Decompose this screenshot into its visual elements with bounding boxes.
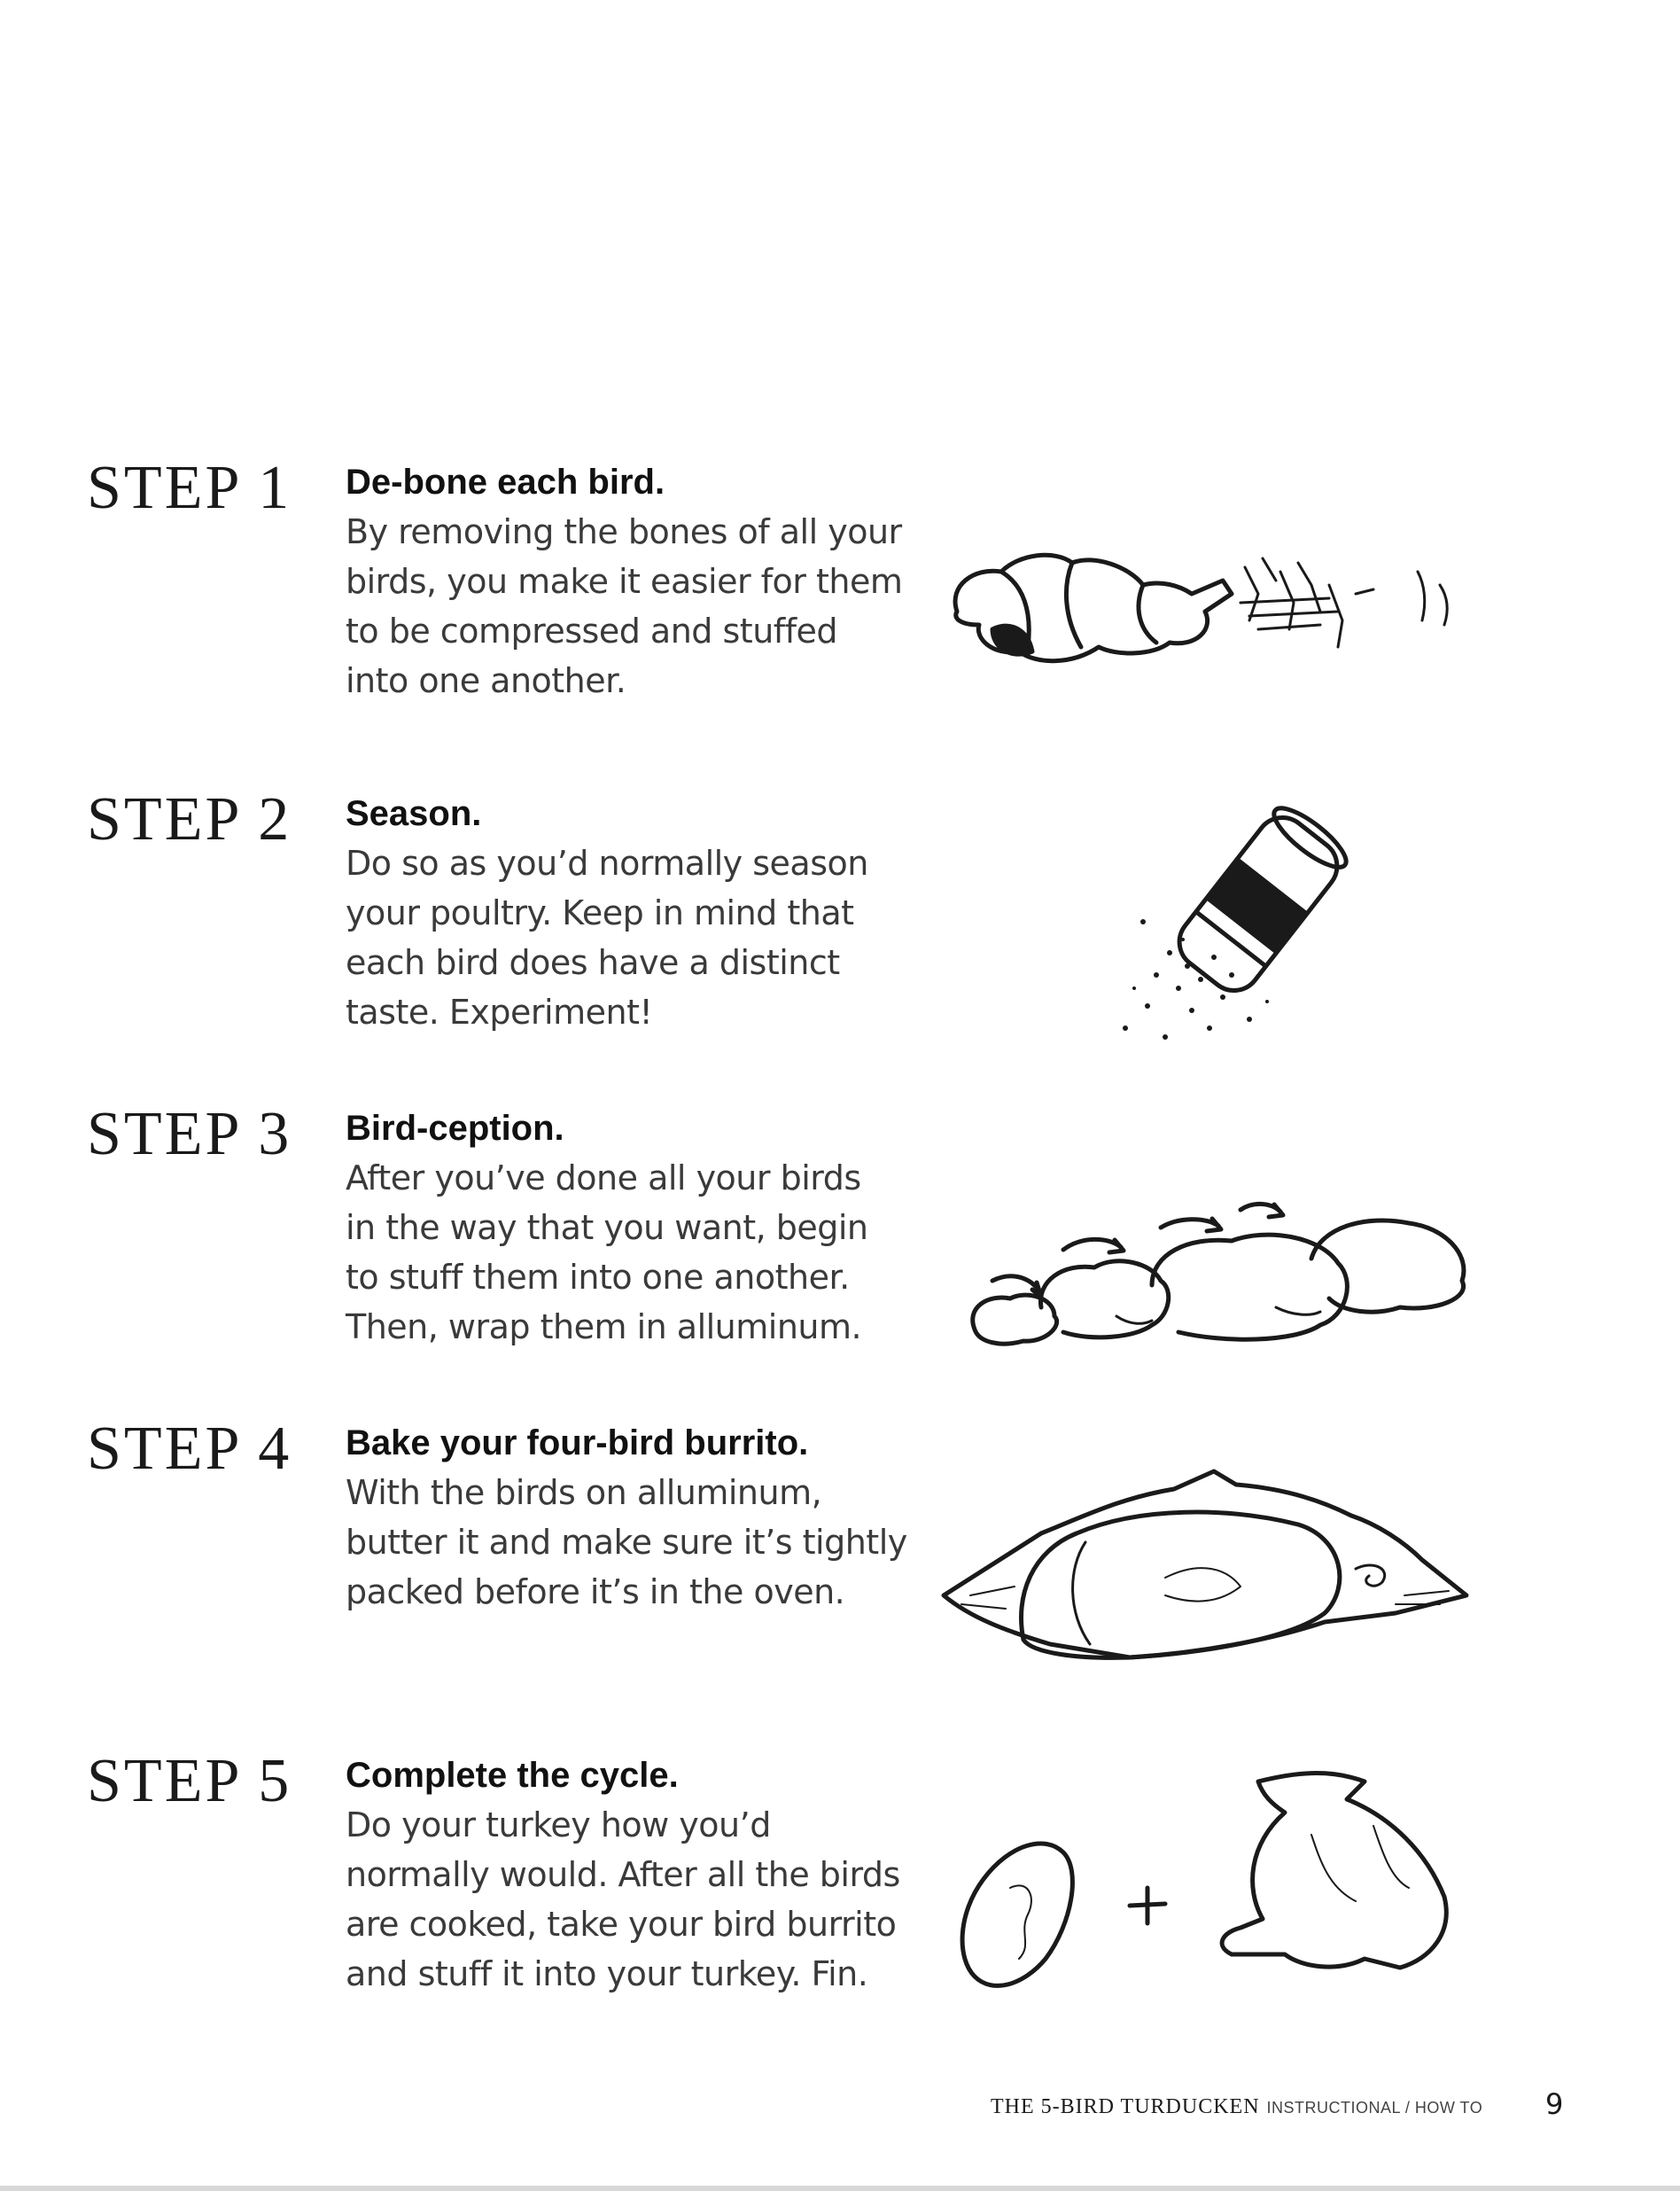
nested-birds-illustration [939,1183,1480,1361]
foil-wrapped-birds-illustration [935,1462,1475,1675]
step-body: With the birds on alluminum, butter it and make sure it’s tightly packed before it’s in the oven. [346,1473,907,1611]
step-label: STEP 1 [87,454,292,522]
footer-subtitle: INSTRUCTIONAL / HOW TO [1266,2099,1483,2117]
step-label: STEP 5 [87,1747,292,1815]
footer-title: THE 5-BIRD TURDUCKEN [991,2095,1260,2118]
footer [991,2095,1482,2119]
pepper-shaker-illustration [1046,798,1400,1081]
step-body: Do your turkey how you’d normally would. After all the birds are cooked, take your bird burrito and stuff it into your turkey. Fin. [346,1805,900,1993]
step-label: STEP 3 [87,1100,292,1168]
step-body: After you’ve done all your birds in the way that you want, begin to stuff them into one another. Then, wrap them in alluminum. [346,1158,868,1346]
burrito-plus-turkey-illustration [948,1755,1462,2003]
step-heading: Bird-ception. [346,1109,564,1148]
step-label: STEP 2 [87,785,292,854]
step-heading: Bake your four-bird burrito. [346,1423,809,1462]
step-text [346,1103,913,1352]
step-body: Do so as you’d normally season your poultry. Keep in mind that each bird does have a distinct taste. Experiment! [346,844,868,1032]
step-text [346,1750,913,1999]
bottom-rule [0,2186,1680,2191]
deboned-bird-illustration [939,532,1471,682]
page-number: 9 [1545,2087,1564,2121]
step-text [346,1418,913,1617]
step-heading: De-bone each bird. [346,463,665,502]
step-body: By removing the bones of all your birds, you make it easier for them to be compressed and stuffed into one another. [346,512,903,700]
plus-sign [1118,1866,1119,1867]
step-heading: Season. [346,794,482,833]
step-label: STEP 4 [87,1415,292,1483]
step-text [346,457,913,706]
step-heading: Complete the cycle. [346,1756,679,1795]
step-text [346,789,913,1037]
